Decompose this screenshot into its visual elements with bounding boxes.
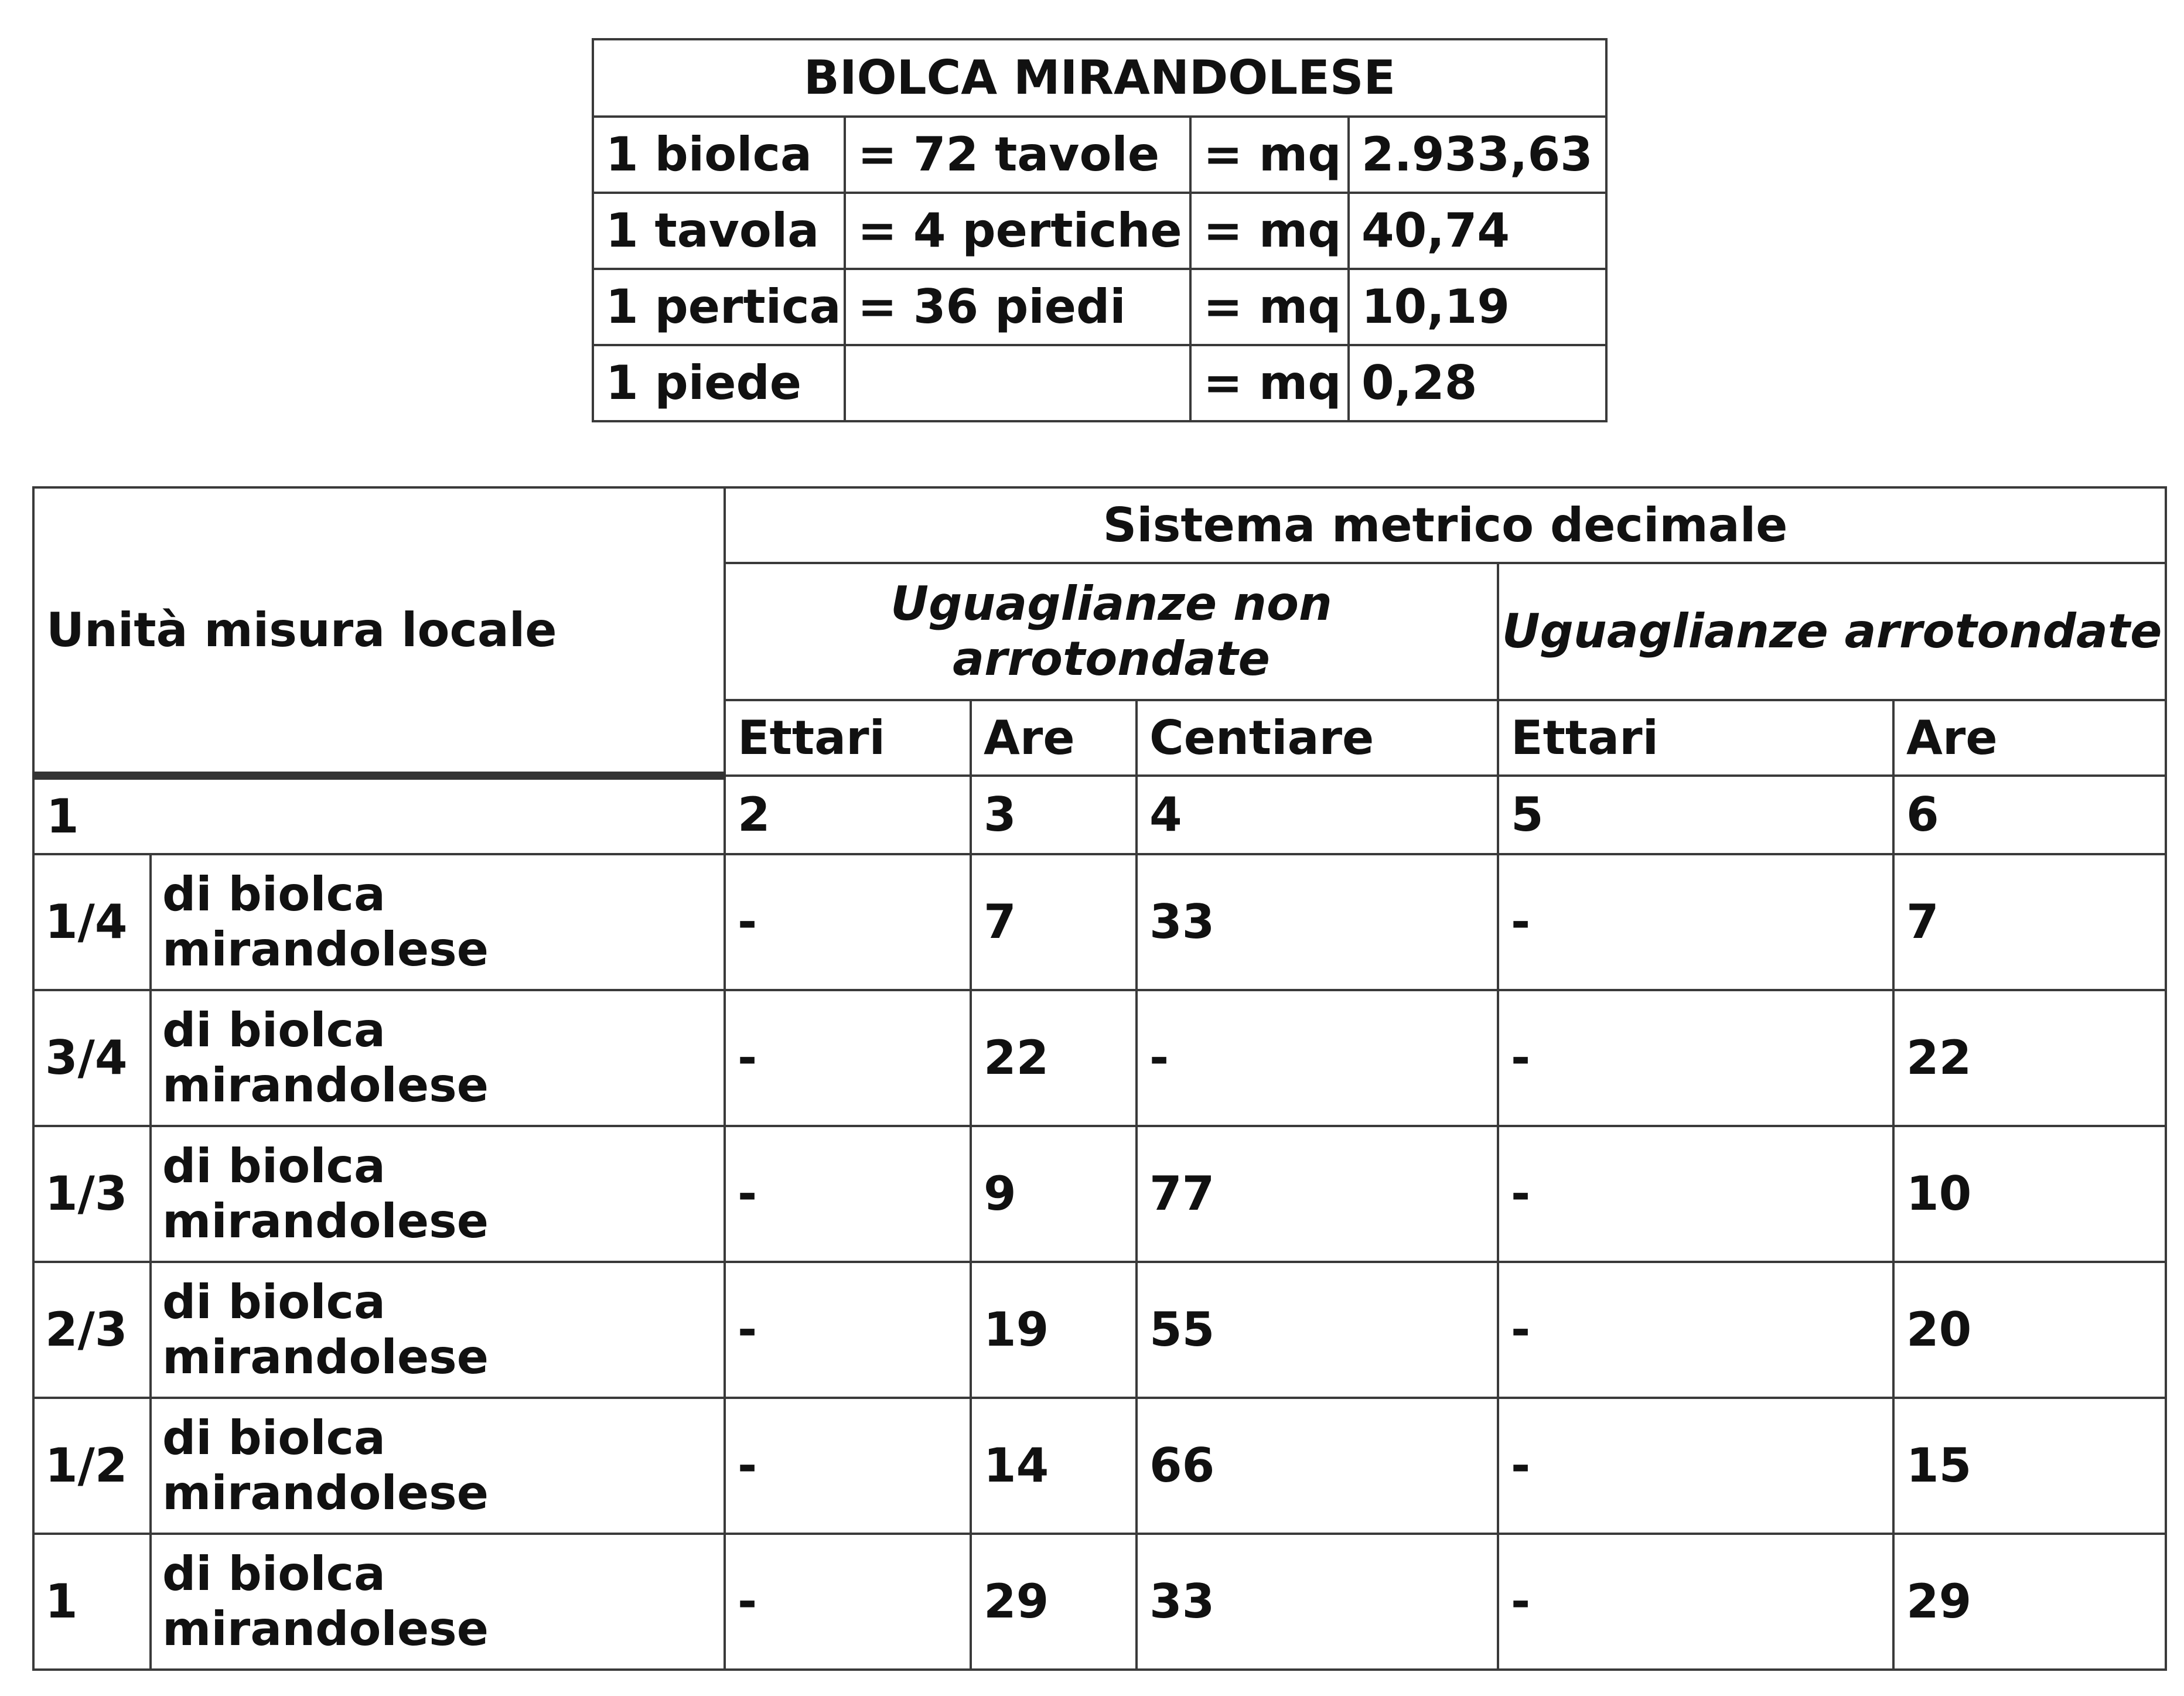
column-number: 3	[971, 776, 1137, 854]
ettari-cell: -	[725, 990, 971, 1126]
are-cell: 14	[971, 1398, 1137, 1534]
column-number-row	[33, 776, 2166, 854]
centiare-cell: 55	[1137, 1262, 1498, 1398]
centiare-cell: 77	[1137, 1126, 1498, 1262]
description-cell: di biolca mirandolese	[151, 990, 725, 1126]
unit-cell: 1 tavola	[593, 193, 845, 269]
equals-cell: = 36 piedi	[845, 269, 1190, 345]
ettari-cell: -	[725, 1126, 971, 1262]
fraction-cell: 1/4	[33, 854, 151, 990]
top-table-title-row	[593, 39, 1606, 117]
ettari-rounded-cell: -	[1498, 854, 1893, 990]
are-cell: 9	[971, 1126, 1137, 1262]
table-row	[33, 1398, 2166, 1534]
header-row-1	[33, 487, 2166, 563]
are-rounded-cell: 7	[1893, 854, 2166, 990]
top-table-row	[593, 117, 1606, 193]
column-number: 2	[725, 776, 971, 854]
description-cell: di biolca mirandolese	[151, 1126, 725, 1262]
value-cell: 0,28	[1349, 345, 1606, 421]
ettari-cell: -	[725, 1398, 971, 1534]
metric-equivalence-table	[32, 486, 2167, 1671]
fraction-cell: 2/3	[33, 1262, 151, 1398]
ettari-cell: -	[725, 854, 971, 990]
unit-cell: 1 biolca	[593, 117, 845, 193]
local-unit-header: Unità misura locale	[33, 487, 725, 776]
top-table-title: BIOLCA MIRANDOLESE	[593, 39, 1606, 117]
top-table-row	[593, 345, 1606, 421]
fraction-cell: 1/2	[33, 1398, 151, 1534]
are-header: Are	[971, 700, 1137, 776]
column-number: 5	[1498, 776, 1893, 854]
are-cell: 19	[971, 1262, 1137, 1398]
mq-cell: = mq	[1190, 269, 1349, 345]
ettari-header: Ettari	[725, 700, 971, 776]
equals-cell: = 72 tavole	[845, 117, 1190, 193]
mq-cell: = mq	[1190, 117, 1349, 193]
are-cell: 29	[971, 1534, 1137, 1670]
are-rounded-cell: 20	[1893, 1262, 2166, 1398]
biolca-conversion-table	[592, 38, 1608, 422]
unit-cell: 1 pertica	[593, 269, 845, 345]
ettari-rounded-cell: -	[1498, 1262, 1893, 1398]
table-row	[33, 1126, 2166, 1262]
mq-cell: = mq	[1190, 345, 1349, 421]
value-cell: 2.933,63	[1349, 117, 1606, 193]
equals-cell: = 4 pertiche	[845, 193, 1190, 269]
column-number: 1	[33, 776, 725, 854]
equals-cell	[845, 345, 1190, 421]
mq-cell: = mq	[1190, 193, 1349, 269]
description-cell: di biolca mirandolese	[151, 1534, 725, 1670]
are-cell: 7	[971, 854, 1137, 990]
value-cell: 40,74	[1349, 193, 1606, 269]
ettari-rounded-cell: -	[1498, 1398, 1893, 1534]
ettari-rounded-cell: -	[1498, 990, 1893, 1126]
fraction-cell: 1/3	[33, 1126, 151, 1262]
ettari-rounded-cell: -	[1498, 1126, 1893, 1262]
description-cell: di biolca mirandolese	[151, 1262, 725, 1398]
centiare-cell: 33	[1137, 1534, 1498, 1670]
metric-system-header: Sistema metrico decimale	[725, 487, 2166, 563]
ettari-cell: -	[725, 1262, 971, 1398]
description-cell: di biolca mirandolese	[151, 1398, 725, 1534]
centiare-cell: 33	[1137, 854, 1498, 990]
are-rounded-cell: 22	[1893, 990, 2166, 1126]
table-row	[33, 1262, 2166, 1398]
column-number: 4	[1137, 776, 1498, 854]
ettari-cell: -	[725, 1534, 971, 1670]
centiare-cell: -	[1137, 990, 1498, 1126]
table-row	[33, 990, 2166, 1126]
centiare-cell: 66	[1137, 1398, 1498, 1534]
ettari-rounded-cell: -	[1498, 1534, 1893, 1670]
non-rounded-header: Uguaglianze non arrotondate	[725, 563, 1498, 700]
column-number: 6	[1893, 776, 2166, 854]
description-cell: di biolca mirandolese	[151, 854, 725, 990]
are-rounded-cell: 29	[1893, 1534, 2166, 1670]
are-rounded-cell: 10	[1893, 1126, 2166, 1262]
fraction-cell: 3/4	[33, 990, 151, 1126]
table-row	[33, 854, 2166, 990]
centiare-header: Centiare	[1137, 700, 1498, 776]
are-rounded-header: Are	[1893, 700, 2166, 776]
value-cell: 10,19	[1349, 269, 1606, 345]
rounded-header: Uguaglianze arrotondate	[1498, 563, 2166, 700]
are-cell: 22	[971, 990, 1137, 1126]
fraction-cell: 1	[33, 1534, 151, 1670]
top-table-row	[593, 193, 1606, 269]
ettari-rounded-header: Ettari	[1498, 700, 1893, 776]
top-table-row	[593, 269, 1606, 345]
table-row	[33, 1534, 2166, 1670]
unit-cell: 1 piede	[593, 345, 845, 421]
are-rounded-cell: 15	[1893, 1398, 2166, 1534]
